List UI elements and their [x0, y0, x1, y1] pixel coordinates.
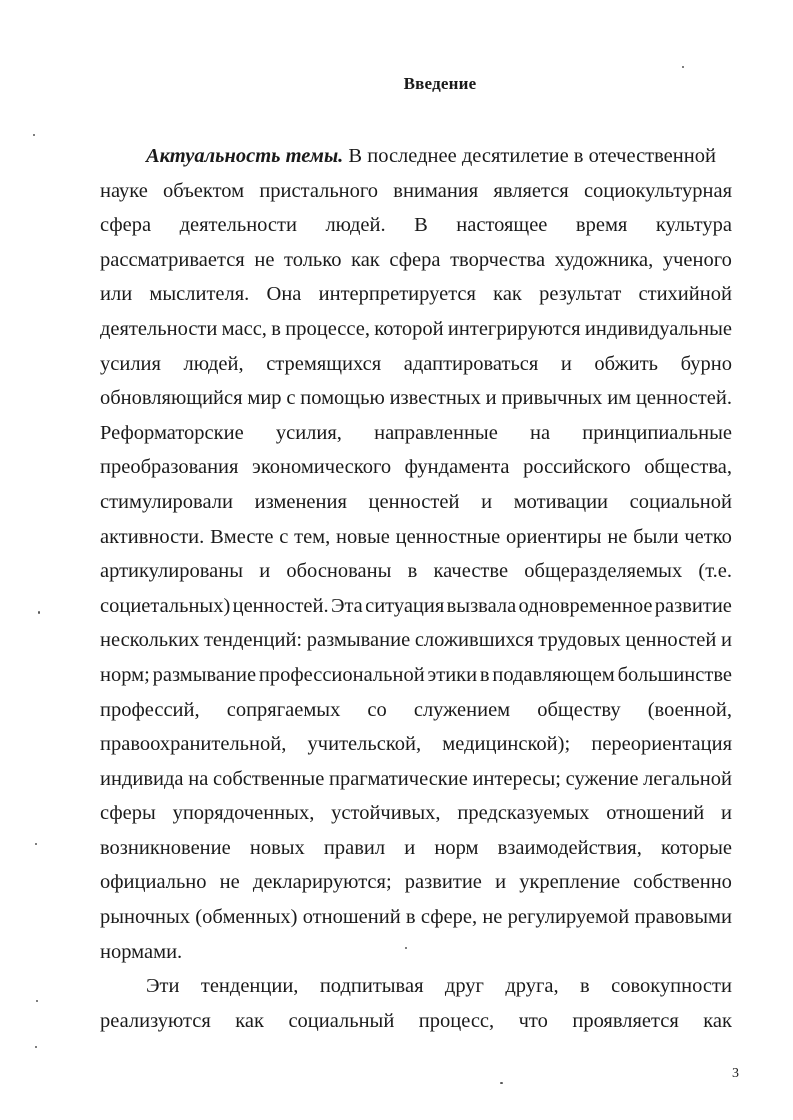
word: нескольких — [100, 629, 200, 652]
scan-speck — [35, 1046, 37, 1048]
word: развитие — [654, 594, 732, 617]
word: социокультурная — [583, 179, 732, 202]
word: норм; — [100, 663, 150, 686]
word: как — [703, 1009, 732, 1032]
text-line — [100, 277, 732, 312]
word: правовыми — [634, 906, 732, 929]
text-line — [100, 208, 732, 243]
word: устойчивых, — [331, 802, 441, 825]
word: или — [100, 283, 133, 306]
word: художника, — [554, 248, 654, 271]
word: преобразования — [100, 456, 239, 479]
word: российского — [523, 456, 631, 479]
word: и — [404, 836, 416, 859]
word: официально — [100, 871, 207, 894]
word: тенденций: — [203, 629, 303, 652]
scan-speck — [35, 843, 37, 845]
text-line — [100, 312, 732, 347]
word: активности. — [100, 525, 205, 548]
word: служением — [413, 698, 511, 721]
word: регулируемой — [507, 906, 630, 929]
word: подпитывая — [319, 975, 424, 998]
word: изменения — [254, 490, 347, 513]
text-line — [100, 485, 732, 520]
word: укрепление — [519, 871, 621, 894]
word: легальной — [643, 767, 732, 790]
word: подавляющем — [492, 663, 615, 686]
word: рассматривается — [100, 248, 245, 271]
word: общества, — [644, 456, 732, 479]
text-line — [100, 658, 732, 693]
word: в — [580, 975, 590, 998]
word: артикулированы — [100, 560, 243, 583]
word: размывание — [306, 629, 411, 652]
word: интересы; — [472, 767, 561, 790]
word: с — [279, 525, 289, 548]
word: масс, — [221, 317, 267, 340]
word: учительской, — [307, 733, 422, 756]
scan-speck — [38, 611, 40, 614]
page-number: 3 — [732, 1066, 739, 1081]
word: настоящее — [456, 214, 548, 237]
word: на — [188, 767, 209, 790]
word: были — [633, 525, 679, 548]
scan-speck — [36, 1000, 38, 1002]
word: прагматические — [328, 767, 468, 790]
word: ценностей. — [635, 387, 732, 410]
word: предсказуемых — [457, 802, 590, 825]
text-line — [100, 243, 732, 278]
word: Эта — [330, 594, 363, 617]
word: что — [518, 1009, 548, 1032]
word: помощью — [300, 387, 385, 410]
text-line — [100, 900, 732, 935]
scan-speck — [500, 1082, 503, 1084]
text-line — [100, 554, 732, 589]
word: профессиональной — [258, 663, 425, 686]
word: которые — [660, 836, 732, 859]
word: этики — [427, 663, 478, 686]
word: отношений — [606, 802, 705, 825]
word: им — [607, 387, 632, 410]
word: ценностей — [625, 629, 717, 652]
word: процесс, — [418, 1009, 495, 1032]
text-line — [100, 589, 732, 624]
word: Реформаторские — [100, 421, 244, 444]
word: социальный — [288, 1009, 395, 1032]
word: экономического — [252, 456, 392, 479]
word: возникновение — [100, 836, 231, 859]
word: только — [284, 248, 342, 271]
text-line — [100, 139, 732, 174]
word: результат — [539, 283, 622, 306]
word: профессий, — [100, 698, 200, 721]
word: социетальных) — [100, 594, 231, 617]
word: сферы — [100, 802, 156, 825]
word: в — [405, 906, 416, 929]
word: мыслителя. — [149, 283, 250, 306]
word: мир — [247, 387, 282, 410]
word: фундамента — [404, 456, 510, 479]
word: людей. — [325, 214, 386, 237]
word: норм — [434, 836, 479, 859]
text-line — [100, 450, 732, 485]
word: не — [482, 906, 503, 929]
text-line — [100, 796, 732, 831]
text-line — [100, 623, 732, 658]
word: сфера — [389, 248, 441, 271]
word: (т.е. — [698, 560, 732, 583]
word: развитие — [404, 871, 482, 894]
word: ориентиры — [506, 525, 602, 548]
word: науке — [100, 179, 148, 202]
word: новых — [249, 836, 305, 859]
word: ценностные — [395, 525, 501, 548]
word: обновляющийся — [100, 387, 243, 410]
word: собственно — [633, 871, 732, 894]
scan-speck — [682, 66, 684, 68]
word: деятельности — [179, 214, 297, 237]
word: и — [495, 871, 507, 894]
word: направленные — [374, 421, 498, 444]
word: со — [367, 698, 387, 721]
word: друга, — [505, 975, 559, 998]
word: не — [219, 871, 240, 894]
text-line — [100, 831, 732, 866]
word: объектом — [163, 179, 245, 202]
word: ценностей — [368, 490, 460, 513]
word: обоснованы — [286, 560, 392, 583]
word: сужение — [565, 767, 639, 790]
word: и — [560, 352, 572, 375]
word: упорядоченных, — [172, 802, 315, 825]
text-line — [100, 174, 732, 209]
word: реализуются — [100, 1009, 211, 1032]
word: ценностей. — [232, 594, 329, 617]
word: правоохранительной, — [100, 733, 287, 756]
word: общеразделяемых — [524, 560, 683, 583]
word: медицинской); — [442, 733, 571, 756]
word: В — [414, 214, 428, 237]
word: в — [271, 317, 281, 340]
body-text — [100, 139, 732, 1038]
word: В последнее десятилетие в отечественной — [348, 145, 716, 167]
word: принципиальные — [582, 421, 732, 444]
word: ситуация — [365, 594, 445, 617]
word: интегрируются — [447, 317, 581, 340]
text-line — [100, 935, 732, 970]
text-line — [100, 969, 732, 1004]
word: и — [485, 387, 497, 410]
word: людей, — [183, 352, 244, 375]
word: сфере, — [420, 906, 478, 929]
word: одновременное — [518, 594, 653, 617]
word: Вместе — [210, 525, 274, 548]
word: рыночных — [100, 906, 191, 929]
word: четко — [684, 525, 732, 548]
scan-speck — [33, 134, 35, 136]
text-line — [100, 520, 732, 555]
word: нормами. — [100, 940, 183, 963]
word: социальной — [629, 490, 732, 513]
word: бурно — [680, 352, 732, 375]
word: как — [351, 248, 380, 271]
word: совокупности — [611, 975, 732, 998]
word: ученого — [662, 248, 732, 271]
word: с — [286, 387, 296, 410]
text-line — [100, 1004, 732, 1039]
word: Она — [266, 283, 302, 306]
word: усилия, — [275, 421, 342, 444]
word: вызвала — [446, 594, 517, 617]
word: новые — [336, 525, 390, 548]
word: стимулировали — [100, 490, 233, 513]
word: внимания — [393, 179, 479, 202]
word: процессе, — [285, 317, 370, 340]
word: не — [607, 525, 628, 548]
text-line — [100, 727, 732, 762]
word: культура — [655, 214, 732, 237]
word: взаимодействия, — [497, 836, 642, 859]
word: качестве — [433, 560, 509, 583]
word: и — [720, 802, 732, 825]
word: трудовых — [538, 629, 621, 652]
word: (военной, — [647, 698, 732, 721]
word: интерпретируется — [318, 283, 476, 306]
word: отношений — [302, 906, 401, 929]
lead-phrase: Актуальность темы. — [146, 145, 344, 167]
word: друг — [444, 975, 484, 998]
word: стихийной — [638, 283, 732, 306]
text-line — [100, 693, 732, 728]
word: и — [259, 560, 271, 583]
text-line — [100, 865, 732, 900]
word: стремящихся — [266, 352, 382, 375]
word: как — [493, 283, 522, 306]
word: которой — [374, 317, 444, 340]
word: мотивации — [513, 490, 609, 513]
word: привычных — [501, 387, 603, 410]
word: творчества — [450, 248, 546, 271]
word: размывание — [152, 663, 257, 686]
word: и — [481, 490, 493, 513]
word: в — [479, 663, 490, 686]
word: усилия — [100, 352, 161, 375]
word: декларируются; — [252, 871, 392, 894]
word: переориентация — [591, 733, 732, 756]
word: известных — [389, 387, 481, 410]
word: тем, — [294, 525, 331, 548]
word: тенденции, — [200, 975, 299, 998]
text-line — [100, 762, 732, 797]
text-line — [100, 347, 732, 382]
word: проявляется — [572, 1009, 679, 1032]
text-line — [100, 416, 732, 451]
text-line — [100, 381, 732, 416]
word: является — [493, 179, 569, 202]
word: и — [720, 629, 732, 652]
word: не — [254, 248, 275, 271]
word: обществу — [537, 698, 621, 721]
word: сопрягаемых — [226, 698, 341, 721]
word: правил — [323, 836, 386, 859]
word: сфера — [100, 214, 152, 237]
word: как — [235, 1009, 264, 1032]
page-title: Введение — [403, 74, 477, 93]
word: собственные — [212, 767, 325, 790]
word: сложившихся — [414, 629, 534, 652]
word: индивидуальные — [584, 317, 732, 340]
word: индивида — [100, 767, 184, 790]
word: пристального — [259, 179, 379, 202]
word: Эти — [146, 975, 180, 998]
word: большинстве — [617, 663, 732, 686]
word: деятельности — [100, 317, 218, 340]
word: обжить — [594, 352, 659, 375]
scan-speck — [405, 947, 407, 949]
word: в — [407, 560, 418, 583]
word: на — [529, 421, 551, 444]
word: время — [575, 214, 628, 237]
word: адаптироваться — [403, 352, 539, 375]
word: (обменных) — [195, 906, 298, 929]
